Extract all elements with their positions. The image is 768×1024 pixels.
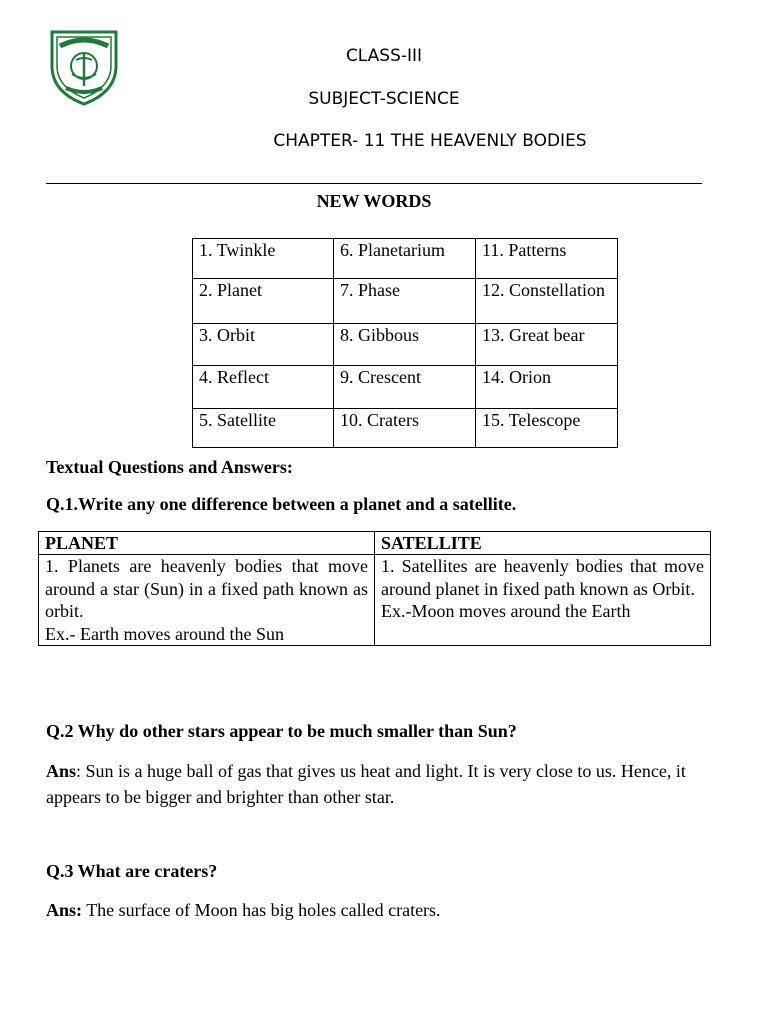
word-cell: 12. Constellation — [476, 279, 618, 324]
word-cell: 8. Gibbous — [334, 324, 476, 366]
word-cell: 5. Satellite — [193, 409, 334, 448]
answer-text: : Sun is a huge ball of gas that gives us heat and light. It is very close to us. Hence, it appears to be bigger and brighter than other star. — [46, 761, 695, 807]
word-cell: 10. Craters — [334, 409, 476, 448]
class-title: CLASS-III — [345, 46, 423, 66]
satellite-definition: 1. Satellites are heavenly bodies that move around planet in fixed path known as Orbit. — [381, 556, 704, 599]
word-cell: 14. Orion — [476, 366, 618, 409]
answer-label: Ans: — [46, 900, 83, 920]
word-cell: 3. Orbit — [193, 324, 334, 366]
word-cell: 4. Reflect — [193, 366, 334, 409]
question-3: Q.3 What are craters? — [46, 861, 218, 881]
planet-example: Ex.- Earth moves around the Sun — [45, 623, 284, 644]
satellite-cell — [375, 555, 711, 646]
word-cell: 2. Planet — [193, 279, 334, 324]
word-cell: 11. Patterns — [476, 239, 618, 279]
planet-cell — [39, 555, 375, 646]
header-divider — [46, 183, 702, 184]
answer-2 — [46, 758, 716, 810]
planet-header: PLANET — [39, 532, 375, 555]
answer-3 — [46, 897, 716, 923]
satellite-header: SATELLITE — [375, 532, 711, 555]
table-row — [193, 409, 618, 448]
planet-definition: 1. Planets are heavenly bodies that move around a star (Sun) in a fixed path known as orbit. — [45, 556, 368, 621]
word-cell: 9. Crescent — [334, 366, 476, 409]
new-words-heading: NEW WORDS — [316, 191, 432, 211]
question-2: Q.2 Why do other stars appear to be much smaller than Sun? — [46, 721, 517, 741]
table-row — [193, 279, 618, 324]
word-cell: 1. Twinkle — [193, 239, 334, 279]
word-cell: 6. Planetarium — [334, 239, 476, 279]
table-row — [193, 324, 618, 366]
table-row — [193, 366, 618, 409]
answer-text: The surface of Moon has big holes called craters. — [82, 900, 441, 920]
word-cell: 13. Great bear — [476, 324, 618, 366]
textual-questions-heading: Textual Questions and Answers: — [46, 457, 293, 477]
table-row — [193, 239, 618, 279]
word-cell: 7. Phase — [334, 279, 476, 324]
table-row — [39, 555, 711, 646]
question-1: Q.1.Write any one difference between a planet and a satellite. — [46, 494, 517, 514]
answer-label: Ans — [46, 761, 77, 781]
new-words-table — [192, 238, 618, 448]
chapter-title: CHAPTER- 11 THE HEAVENLY BODIES — [273, 131, 587, 151]
planet-satellite-table — [38, 531, 711, 646]
word-cell: 15. Telescope — [476, 409, 618, 448]
table-header-row — [39, 532, 711, 555]
satellite-example: Ex.-Moon moves around the Earth — [381, 601, 631, 621]
subject-title: SUBJECT-SCIENCE — [308, 89, 460, 109]
